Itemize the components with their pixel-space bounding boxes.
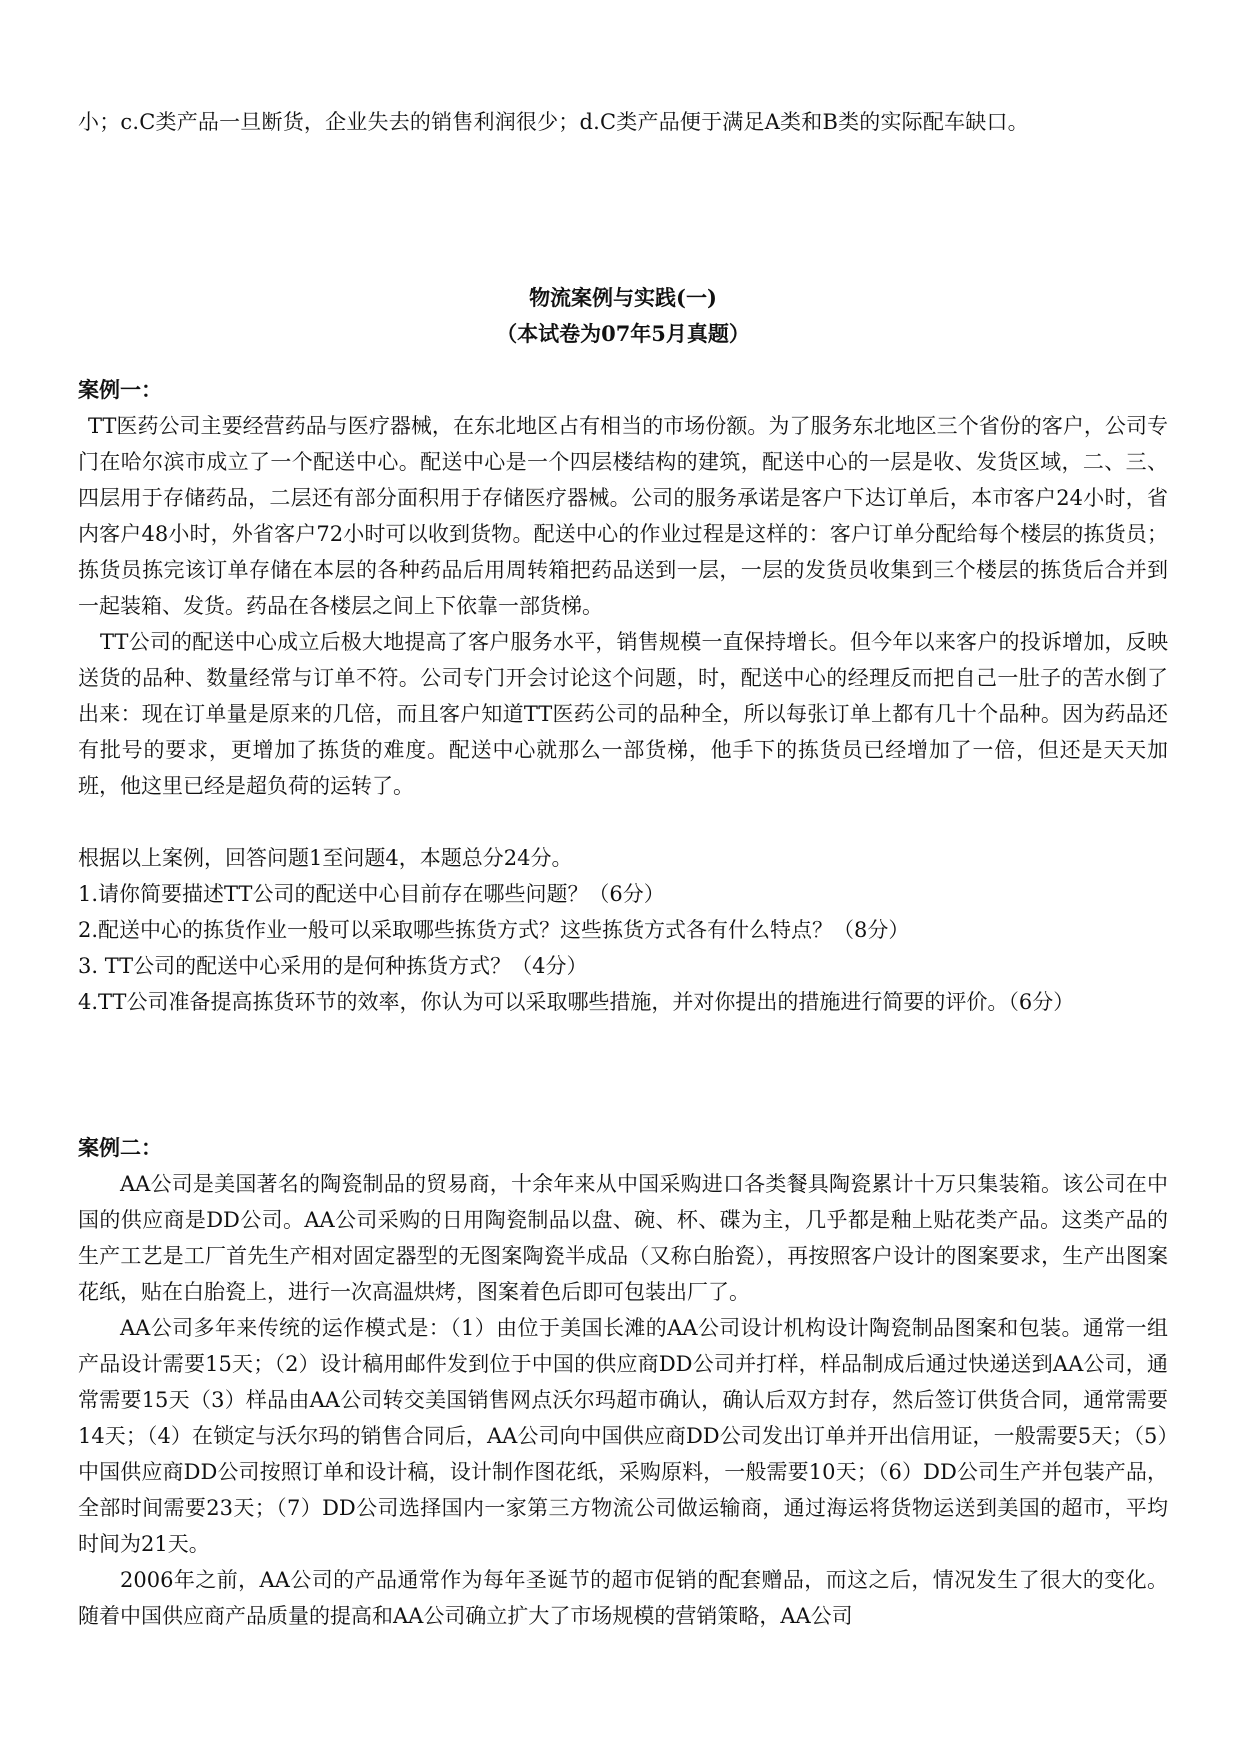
case1-question-2: 2.配送中心的拣货作业一般可以采取哪些拣货方式？这些拣货方式各有什么特点？（8分） [78, 918, 910, 942]
case1-paragraph-2: TT公司的配送中心成立后极大地提高了客户服务水平，销售规模一直保持增长。但今年以来客户的投诉增加，反映送货的品种、数量经常与订单不符。公司专门开会讨论这个问题，时，配送中心的经理反而把自己一肚子的苦水倒了出来：现在订单量是原来的几倍，而且客户知道TT医药公司的品种全，所以每张订单上都有几十个品种。因为药品还有批号的要求，更增加了拣货的难度。配送中心就那么一部货梯，他手下的拣货员已经增加了一倍，但还是天天加班，他这里已经是超负荷的运转了。 [78, 630, 1168, 798]
case1-question-3: 3. TT公司的配送中心采用的是何种拣货方式？（4分） [78, 954, 588, 978]
case1-questions-intro: 根据以上案例，回答问题1至问题4，本题总分24分。 [78, 846, 573, 870]
case2-paragraph-2: AA公司多年来传统的运作模式是：（1）由位于美国长滩的AA公司设计机构设计陶瓷制品图案和包装。通常一组产品设计需要15天；（2）设计稿用邮件发到位于中国的供应商DD公司并打样，样品制成后通过快递送到AA公司，通常需要15天（3）样品由AA公司转交美国销售网点沃尔玛超市确认，确认后双方封存，然后签订供货合同，通常需要14天；（4）在锁定与沃尔玛的销售合同后，AA公司向中国供应商DD公司发出订单并开出信用证，一般需要5天；（5）中国供应商DD公司按照订单和设计稿，设计制作图花纸，采购原料，一般需要10天；（6）DD公司生产并包装产品，全部时间需要23天；（7）DD公司选择国内一家第三方物流公司做运输商，通过海运将货物运送到美国的超市，平均时间为21天。 [78, 1316, 1168, 1556]
case2-paragraph-1: AA公司是美国著名的陶瓷制品的贸易商，十余年来从中国采购进口各类餐具陶瓷累计十万只集装箱。该公司在中国的供应商是DD公司。AA公司采购的日用陶瓷制品以盘、碗、杯、碟为主，几乎都是釉上贴花类产品。这类产品的生产工艺是工厂首先生产相对固定器型的无图案陶瓷半成品（又称白胎瓷），再按照客户设计的图案要求，生产出图案花纸，贴在白胎瓷上，进行一次高温烘烤，图案着色后即可包装出厂了。 [78, 1172, 1168, 1304]
case1-heading: 案例一： [78, 377, 162, 402]
continuation-line: 小；c.C类产品一旦断货，企业失去的销售利润很少；d.C类产品便于满足A类和B类的实际配车缺口。 [78, 110, 1029, 134]
case1-question-4: 4.TT公司准备提高拣货环节的效率，你认为可以采取哪些措施，并对你提出的措施进行简要的评价。（6分） [78, 990, 1075, 1014]
document-subtitle: （本试卷为07年5月真题） [496, 321, 750, 346]
spacer [78, 804, 1168, 840]
document-page [78, 104, 1168, 1634]
case2-heading: 案例二： [78, 1135, 162, 1160]
document-title: 物流案例与实践(一) [529, 285, 717, 310]
spacer [78, 140, 1168, 280]
case2-paragraph-3: 2006年之前，AA公司的产品通常作为每年圣诞节的超市促销的配套赠品，而这之后，情况发生了很大的变化。随着中国供应商产品质量的提高和AA公司确立扩大了市场规模的营销策略，AA公司 [78, 1568, 1168, 1628]
spacer [78, 1020, 1168, 1110]
case1-paragraph-1: TT医药公司主要经营药品与医疗器械，在东北地区占有相当的市场份额。为了服务东北地区三个省份的客户，公司专门在哈尔滨市成立了一个配送中心。配送中心是一个四层楼结构的建筑，配送中心的一层是收、发货区域，二、三、四层用于存储药品，二层还有部分面积用于存储医疗器械。公司的服务承诺是客户下达订单后，本市客户24小时，省内客户48小时，外省客户72小时可以收到货物。配送中心的作业过程是这样的：客户订单分配给每个楼层的拣货员；拣货员拣完该订单存储在本层的各种药品后用周转箱把药品送到一层，一层的发货员收集到三个楼层的拣货后合并到一起装箱、发货。药品在各楼层之间上下依靠一部货梯。 [78, 414, 1168, 618]
case1-question-1: 1.请你简要描述TT公司的配送中心目前存在哪些问题？（6分） [78, 882, 665, 906]
